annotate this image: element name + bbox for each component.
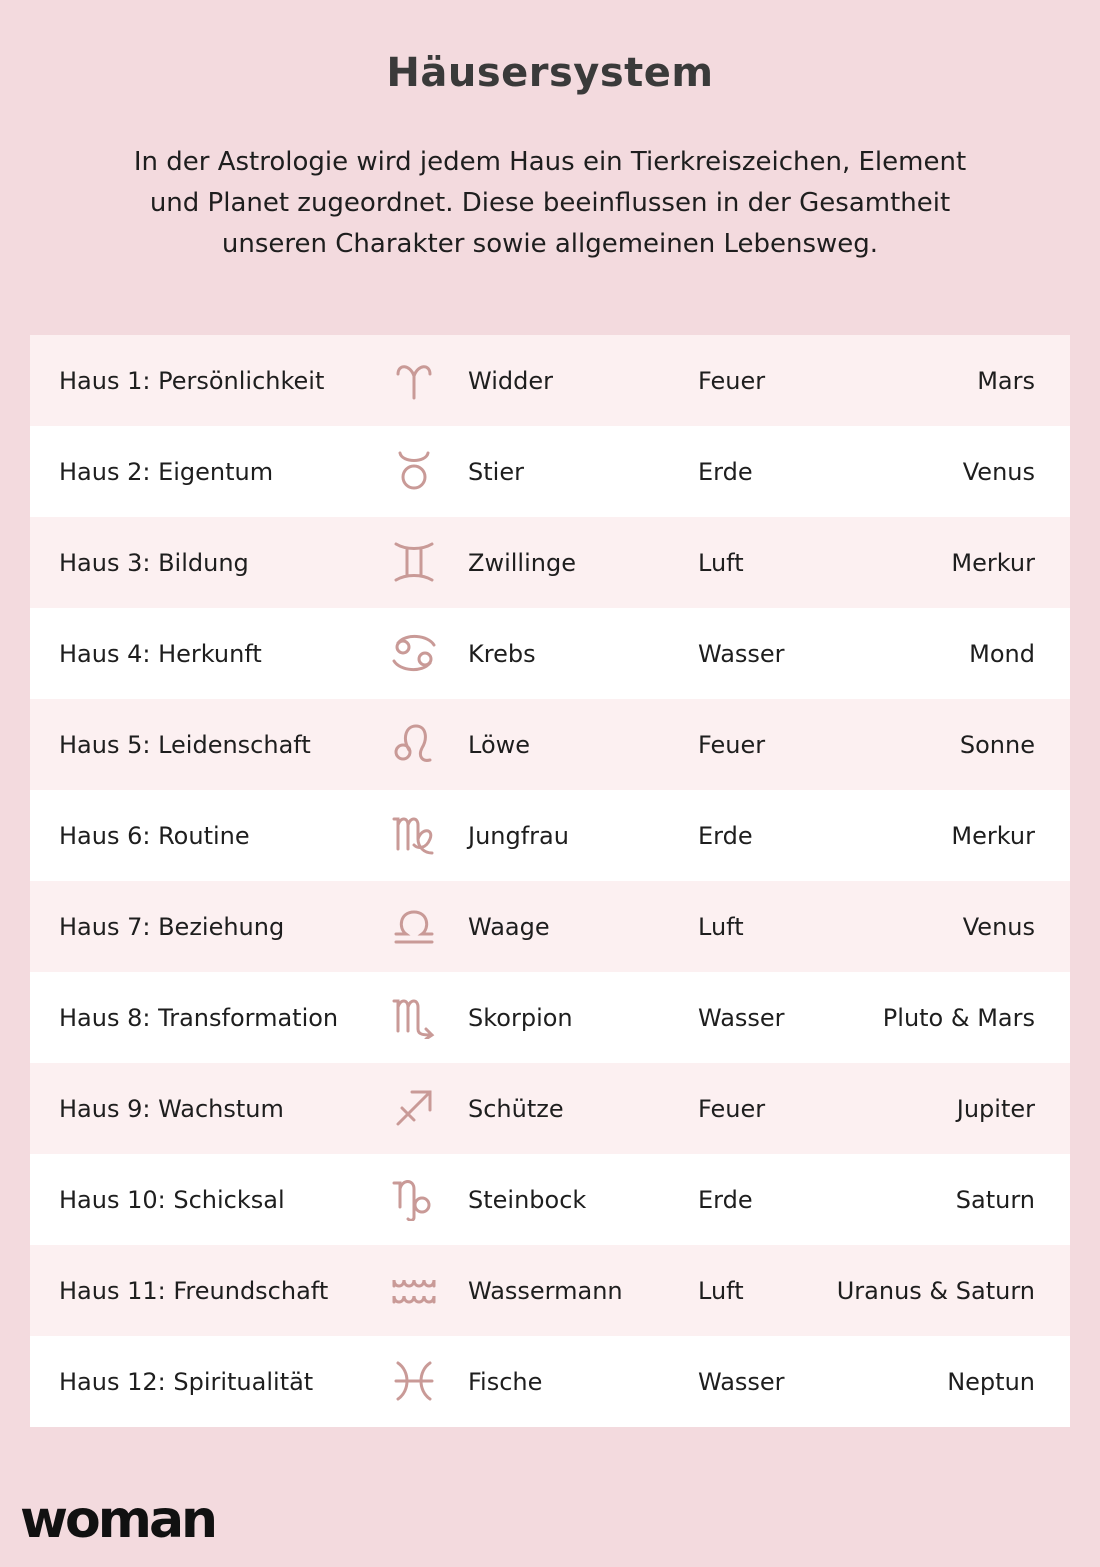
- planet-label: Uranus & Saturn: [836, 1276, 1035, 1305]
- planet-label: Neptun: [947, 1367, 1035, 1396]
- element-label: Feuer: [698, 1094, 766, 1123]
- element-label: Wasser: [698, 1367, 785, 1396]
- sign-label: Zwillinge: [468, 548, 576, 577]
- element-label: Wasser: [698, 1003, 785, 1032]
- sign-label: Krebs: [468, 639, 536, 668]
- planet-label: Pluto & Mars: [882, 1003, 1035, 1032]
- house-label: Haus 1: Persönlichkeit: [59, 366, 325, 395]
- table-row: [30, 335, 1070, 426]
- house-label: Haus 8: Transformation: [59, 1003, 339, 1032]
- element-label: Erde: [698, 821, 753, 850]
- sign-label: Skorpion: [468, 1003, 573, 1032]
- element-label: Erde: [698, 457, 753, 486]
- planet-label: Merkur: [951, 548, 1035, 577]
- sign-label: Fische: [468, 1367, 543, 1396]
- planet-label: Mond: [969, 639, 1035, 668]
- table-row: [30, 972, 1070, 1063]
- table-row: [30, 881, 1070, 972]
- table-row: [30, 1245, 1070, 1336]
- table-row: [30, 699, 1070, 790]
- table-row: [30, 1336, 1070, 1427]
- sign-label: Waage: [468, 912, 550, 941]
- house-label: Haus 11: Freundschaft: [59, 1276, 329, 1305]
- element-label: Luft: [698, 912, 744, 941]
- table-row: [30, 426, 1070, 517]
- brand-logo: woman: [20, 1490, 216, 1550]
- sign-label: Steinbock: [468, 1185, 587, 1214]
- house-label: Haus 3: Bildung: [59, 548, 249, 577]
- sign-label: Löwe: [468, 730, 531, 759]
- virgo-icon: [392, 813, 436, 857]
- planet-label: Merkur: [951, 821, 1035, 850]
- table-row: [30, 1063, 1070, 1154]
- gemini-icon: [392, 540, 436, 584]
- element-label: Erde: [698, 1185, 753, 1214]
- table-row: [30, 608, 1070, 699]
- table-row: [30, 1154, 1070, 1245]
- page-title: Häusersystem: [386, 50, 714, 96]
- planet-label: Venus: [962, 457, 1035, 486]
- planet-label: Jupiter: [956, 1094, 1035, 1123]
- table-row: [30, 517, 1070, 608]
- sign-label: Wassermann: [468, 1276, 623, 1305]
- sign-label: Widder: [468, 366, 553, 395]
- leo-icon: [392, 722, 436, 766]
- element-label: Feuer: [698, 366, 766, 395]
- libra-icon: [392, 904, 436, 948]
- house-label: Haus 5: Leidenschaft: [59, 730, 311, 759]
- table-row: [30, 790, 1070, 881]
- planet-label: Sonne: [959, 730, 1035, 759]
- planet-label: Saturn: [955, 1185, 1035, 1214]
- houses-table: [30, 335, 1070, 1427]
- sign-label: Jungfrau: [468, 821, 569, 850]
- aries-icon: [392, 358, 436, 402]
- element-label: Wasser: [698, 639, 785, 668]
- house-label: Haus 9: Wachstum: [59, 1094, 284, 1123]
- aquarius-icon: [392, 1268, 436, 1312]
- capricorn-icon: [392, 1177, 436, 1221]
- sagittarius-icon: [392, 1086, 436, 1130]
- intro-text: In der Astrologie wird jedem Haus ein Tierkreiszeichen, Element und Planet zugeordnet. Diese beeinflussen in der Gesamtheit unseren Charakter sowie allgemeinen Lebensweg.: [133, 147, 967, 259]
- element-label: Luft: [698, 1276, 744, 1305]
- house-label: Haus 7: Beziehung: [59, 912, 285, 941]
- house-label: Haus 12: Spiritualität: [59, 1367, 314, 1396]
- scorpio-icon: [392, 995, 436, 1039]
- planet-label: Venus: [962, 912, 1035, 941]
- pisces-icon: [392, 1359, 436, 1403]
- house-label: Haus 2: Eigentum: [59, 457, 274, 486]
- element-label: Feuer: [698, 730, 766, 759]
- sign-label: Schütze: [468, 1094, 564, 1123]
- sign-label: Stier: [468, 457, 524, 486]
- cancer-icon: [392, 631, 436, 675]
- planet-label: Mars: [977, 366, 1035, 395]
- element-label: Luft: [698, 548, 744, 577]
- house-label: Haus 6: Routine: [59, 821, 250, 850]
- taurus-icon: [392, 449, 436, 493]
- house-label: Haus 10: Schicksal: [59, 1185, 285, 1214]
- house-label: Haus 4: Herkunft: [59, 639, 262, 668]
